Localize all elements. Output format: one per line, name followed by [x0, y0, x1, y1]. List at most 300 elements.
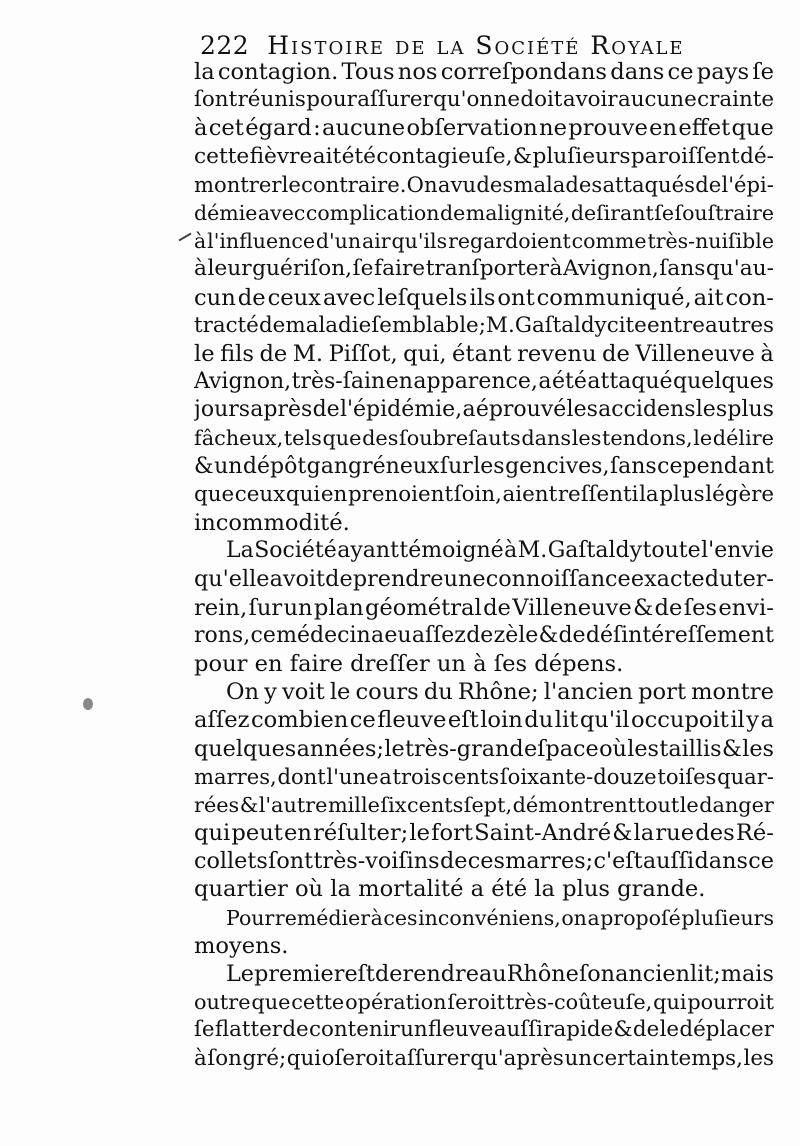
word: été — [551, 369, 587, 395]
word: après — [250, 397, 313, 423]
word: leſquels — [377, 284, 468, 311]
word: témoigné — [399, 538, 504, 564]
word: aſſez — [411, 622, 466, 648]
word: aucune — [618, 87, 697, 113]
word: flatter — [214, 1017, 283, 1043]
text-line — [194, 114, 774, 142]
word: égard — [245, 115, 312, 142]
word: dépôt — [242, 453, 307, 479]
word: Le — [226, 961, 255, 987]
word: ſe — [194, 1017, 215, 1043]
word: légère — [705, 481, 774, 507]
text-line — [194, 143, 774, 171]
word: ce — [349, 707, 376, 734]
word: du — [423, 679, 453, 706]
word: au — [478, 961, 507, 987]
page-number: 222 — [200, 31, 250, 60]
word: revenu — [517, 340, 597, 367]
word: très-ſain — [291, 369, 386, 395]
page-header — [200, 16, 720, 60]
word: attaqués — [602, 171, 695, 197]
word: avec — [322, 284, 376, 311]
text-line — [194, 86, 774, 114]
word: tranſporter — [425, 256, 549, 282]
word: à — [760, 340, 774, 367]
word: à — [370, 905, 383, 930]
word: ter- — [733, 566, 774, 593]
text-line — [194, 735, 774, 763]
word: taillis — [659, 735, 722, 762]
word: apparence, — [413, 369, 538, 395]
word: l'épidémie, — [339, 397, 463, 423]
word: qui — [653, 990, 687, 1015]
text-line — [194, 58, 774, 86]
text-line — [194, 706, 774, 734]
word: de — [282, 1017, 309, 1043]
word: de — [602, 340, 630, 367]
text-line — [194, 565, 774, 593]
word: plus — [659, 481, 705, 507]
word: M. — [292, 340, 324, 367]
word: cependant — [657, 453, 774, 479]
word: ſoin, — [453, 481, 502, 507]
word: en — [284, 820, 312, 847]
word: déſintéreſſement — [585, 622, 774, 648]
word: ſur — [248, 594, 283, 621]
word: temps, — [669, 1045, 743, 1071]
word: ne — [493, 87, 520, 113]
word: quar- — [717, 763, 774, 789]
text-line — [194, 988, 774, 1016]
text-line — [194, 904, 774, 932]
word: ſix — [380, 792, 407, 817]
word: ſouſtraire — [674, 200, 774, 225]
word: rendre — [402, 961, 479, 987]
word: à — [194, 1045, 207, 1071]
word: ont — [497, 284, 535, 311]
word: ils — [469, 284, 496, 311]
word: occupoit — [631, 707, 729, 734]
word: auſſi — [642, 848, 695, 875]
word: & — [194, 453, 214, 479]
word: qu'ils — [391, 229, 448, 254]
word: ces — [383, 905, 418, 930]
word: ces — [467, 848, 505, 875]
word: ait — [693, 284, 724, 311]
word: pour — [306, 87, 357, 113]
word: rons, — [194, 622, 251, 648]
word: ſe — [352, 256, 374, 282]
word: y — [746, 707, 760, 734]
word: rue — [655, 820, 695, 847]
word: rées — [194, 792, 240, 817]
word: air — [362, 229, 391, 254]
word: paroiſſent — [630, 143, 740, 169]
word: danger — [699, 792, 774, 817]
word: la — [194, 59, 215, 85]
word: de — [237, 284, 266, 311]
word: en — [385, 369, 413, 395]
word: c'eſt — [593, 848, 643, 875]
word: ſans — [659, 256, 706, 282]
word: de — [312, 397, 340, 423]
word: Villeneuve — [635, 340, 755, 367]
word: gencives, — [505, 453, 610, 479]
word: qu'elle — [194, 566, 270, 593]
text-line — [194, 396, 774, 424]
word: un — [214, 453, 243, 479]
word: du — [524, 707, 554, 734]
word: ait — [312, 143, 342, 169]
ink-blot — [83, 698, 93, 710]
word: fort — [431, 820, 474, 847]
word: qui — [194, 820, 231, 847]
word: prouve — [568, 115, 648, 142]
word: on — [561, 905, 587, 930]
word: ſoixante-douze — [499, 763, 657, 789]
text-line — [194, 594, 774, 622]
word: cents — [406, 792, 464, 817]
word: trois — [392, 763, 442, 789]
word: contagion. — [217, 59, 339, 85]
word: la — [633, 820, 655, 847]
word: exacte — [630, 566, 705, 593]
word: leur — [207, 256, 252, 282]
word: dans — [521, 426, 572, 451]
word: démontrent — [512, 792, 637, 817]
text-line — [194, 171, 774, 199]
word: fièvre — [249, 143, 313, 169]
word: marres; — [505, 848, 594, 875]
word: géométral — [364, 594, 482, 621]
word: & — [721, 735, 742, 762]
word: de — [483, 594, 511, 621]
text-line — [194, 763, 774, 791]
word: très-nuiſible — [647, 229, 774, 254]
word: pourroit — [687, 990, 774, 1015]
word: l'épi- — [721, 171, 774, 197]
word: Rhône; — [457, 679, 539, 706]
word: cours — [355, 679, 419, 706]
word: été — [341, 143, 376, 169]
word: : — [313, 115, 321, 142]
word: le — [384, 735, 405, 762]
word: & — [612, 820, 633, 847]
word: dans — [694, 848, 748, 875]
word: à — [194, 115, 208, 142]
text-line — [194, 932, 774, 960]
word: malades — [513, 171, 603, 197]
text-line — [194, 650, 774, 678]
word: toiſes — [657, 763, 717, 789]
word: dans — [610, 59, 665, 85]
word: ceux — [234, 481, 286, 507]
word: du — [704, 566, 734, 593]
word: M. — [486, 312, 515, 338]
word: pluſieurs — [681, 905, 774, 930]
word: étant — [452, 340, 512, 367]
word: vu — [450, 171, 477, 197]
line-text: pour en faire dreſſer un à ſes dépens. — [194, 650, 624, 677]
word: Pour — [226, 905, 275, 930]
word: a — [379, 763, 392, 789]
word: plus — [727, 397, 774, 423]
word: ſon — [207, 1045, 242, 1071]
word: que — [322, 426, 362, 451]
word: marres, — [194, 763, 277, 789]
line-text: incommodité. — [194, 510, 350, 536]
word: peut — [231, 820, 283, 847]
word: plan — [313, 594, 364, 621]
word: outre — [194, 990, 251, 1015]
word: Rhône — [506, 961, 579, 987]
word: ce — [748, 848, 774, 875]
word: qui, — [403, 340, 447, 367]
text-line — [194, 819, 774, 847]
word: avoit — [269, 566, 325, 593]
word: a — [538, 369, 552, 395]
word: port — [638, 679, 687, 706]
word: ſoubreſauts — [399, 426, 521, 451]
word: M. — [517, 538, 548, 564]
word: eſt — [447, 707, 479, 734]
word: le — [659, 1017, 680, 1043]
text-line — [194, 622, 774, 650]
word: de — [695, 171, 722, 197]
word: contagieuſe, — [376, 143, 513, 169]
word: & — [613, 1017, 633, 1043]
word: avec — [257, 200, 306, 225]
word: tout — [636, 792, 680, 817]
word: toute — [642, 538, 701, 564]
word: effet — [678, 115, 731, 142]
word: correſpondans — [440, 59, 608, 85]
word: qui — [286, 1045, 322, 1071]
word: très-coûteuſe, — [505, 990, 653, 1015]
word: les — [742, 735, 774, 762]
word: doit — [520, 87, 563, 113]
word: tendons, — [602, 426, 693, 451]
word: Villeneuve — [512, 594, 632, 621]
word: Piſſot, — [328, 340, 398, 367]
word: tels — [283, 426, 322, 451]
word: ſept, — [463, 792, 513, 817]
word: Tous — [341, 59, 395, 85]
word: a — [462, 397, 476, 423]
text-line — [194, 960, 774, 988]
word: opération — [345, 990, 447, 1015]
word: propoſé — [600, 905, 681, 930]
text-line — [194, 481, 774, 509]
word: le — [194, 340, 215, 367]
word: de — [558, 622, 586, 648]
word: de — [439, 200, 466, 225]
word: le — [693, 426, 713, 451]
word: des — [362, 426, 399, 451]
word: & — [512, 143, 533, 169]
running-title: Histoire de la Société Royale — [267, 31, 685, 60]
word: con- — [725, 284, 774, 311]
word: de — [259, 340, 288, 367]
word: Avignon, — [562, 256, 659, 282]
text-line — [194, 340, 774, 368]
word: années; — [296, 735, 384, 762]
word: ſur — [439, 453, 473, 479]
word: qu'après — [470, 1045, 564, 1071]
word: les — [695, 397, 728, 423]
word: de — [325, 566, 353, 593]
text-line — [194, 199, 774, 227]
text-line — [194, 453, 774, 481]
word: certain — [592, 1045, 670, 1071]
word: lit — [554, 707, 579, 734]
word: maladie — [285, 312, 372, 338]
word: collets — [194, 848, 268, 875]
word: l'une — [326, 763, 379, 789]
text-line — [194, 255, 774, 283]
word: guériſon, — [252, 256, 353, 282]
word: jours — [194, 397, 251, 423]
word: en — [649, 115, 678, 142]
word: contenir — [309, 1017, 400, 1043]
word: de — [654, 594, 683, 621]
word: des — [695, 820, 735, 847]
word: cette — [194, 143, 250, 169]
word: de — [439, 848, 468, 875]
word: obſervation — [406, 115, 538, 142]
word: oſeroit — [321, 1045, 394, 1071]
word: un — [400, 1017, 428, 1043]
word: ceux — [267, 284, 321, 311]
word: cents — [442, 763, 500, 789]
word: eu — [384, 622, 412, 648]
word: à — [194, 256, 207, 282]
word: cun — [194, 284, 236, 311]
line-text: quartier où la mortalité a été la plus grande. — [194, 876, 706, 903]
word: malignité, — [465, 200, 571, 225]
word: autres — [704, 312, 774, 338]
word: ſe — [752, 59, 774, 85]
text-line — [194, 424, 774, 452]
word: cette — [291, 990, 345, 1015]
word: ſemblable; — [371, 312, 486, 338]
word: les — [627, 735, 660, 762]
word: le — [679, 792, 699, 817]
word: crainte — [697, 87, 774, 113]
word: Gaſtaldy — [547, 538, 643, 564]
word: entre — [646, 312, 705, 338]
word: un — [283, 594, 313, 621]
word: le — [329, 679, 351, 706]
word: déplacer — [679, 1017, 774, 1043]
word: qu'il — [579, 707, 630, 734]
word: ſeroit — [447, 990, 505, 1015]
word: que — [731, 115, 774, 142]
word: aient — [502, 481, 558, 507]
word: l'autre — [258, 792, 328, 817]
word: qu'on — [433, 87, 494, 113]
word: très-voiſins — [313, 848, 440, 875]
word: montrer — [194, 171, 282, 197]
word: regardoient — [448, 229, 571, 254]
word: mais — [720, 961, 774, 987]
word: auſſi — [493, 1017, 543, 1043]
text-line — [194, 847, 774, 875]
word: combien — [250, 707, 349, 734]
word: à — [194, 229, 207, 254]
word: cite — [606, 312, 647, 338]
word: accidens — [598, 397, 696, 423]
word: il — [730, 707, 745, 734]
word: les — [566, 397, 598, 423]
word: ſont — [194, 87, 238, 113]
word: qu'au- — [705, 256, 774, 282]
text-line — [194, 1045, 774, 1073]
word: & — [239, 792, 259, 817]
text-line — [194, 791, 774, 819]
word: faire — [374, 256, 426, 282]
word: a — [437, 171, 451, 197]
word: de — [258, 312, 286, 338]
word: Saint-André — [474, 820, 612, 847]
word: qui — [285, 481, 321, 507]
word: aſſurer — [394, 1045, 470, 1071]
word: fâcheux, — [194, 426, 284, 451]
word: pays — [696, 59, 750, 85]
word: quelques — [194, 735, 297, 762]
word: inconvéniens, — [418, 905, 561, 930]
page-body-text — [194, 58, 774, 1073]
word: Avignon, — [194, 369, 292, 395]
word: eſt — [344, 961, 375, 987]
word: le — [409, 820, 431, 847]
word: dé- — [739, 143, 774, 169]
word: ſes — [683, 594, 718, 621]
word: d'un — [315, 229, 362, 254]
word: de — [466, 622, 494, 648]
word: de — [374, 961, 403, 987]
word: ne — [539, 115, 567, 142]
word: des — [476, 171, 514, 197]
word: loin — [480, 707, 523, 734]
word: tracté — [194, 312, 259, 338]
word: un — [564, 1045, 592, 1071]
word: & — [538, 622, 559, 648]
word: montre — [691, 679, 774, 706]
word: rapide — [543, 1017, 614, 1043]
word: les — [571, 426, 602, 451]
text-line — [194, 284, 774, 312]
word: réſulter; — [313, 820, 409, 847]
word: a — [370, 622, 385, 648]
word: gangréneux — [306, 453, 440, 479]
text-line — [194, 537, 774, 565]
word: où — [599, 735, 627, 762]
word: La — [226, 538, 254, 564]
word: aſſurer — [357, 87, 433, 113]
word: communiqué, — [536, 284, 692, 311]
word: eſpace — [524, 735, 599, 762]
word: les — [743, 1045, 774, 1071]
word: ayant — [337, 538, 399, 564]
word: envi- — [718, 594, 774, 621]
word: ſans — [609, 453, 657, 479]
word: zèle — [493, 622, 539, 648]
word: comme — [571, 229, 647, 254]
text-line — [194, 875, 774, 903]
word: premier — [254, 961, 345, 987]
word: quelques — [673, 369, 774, 395]
